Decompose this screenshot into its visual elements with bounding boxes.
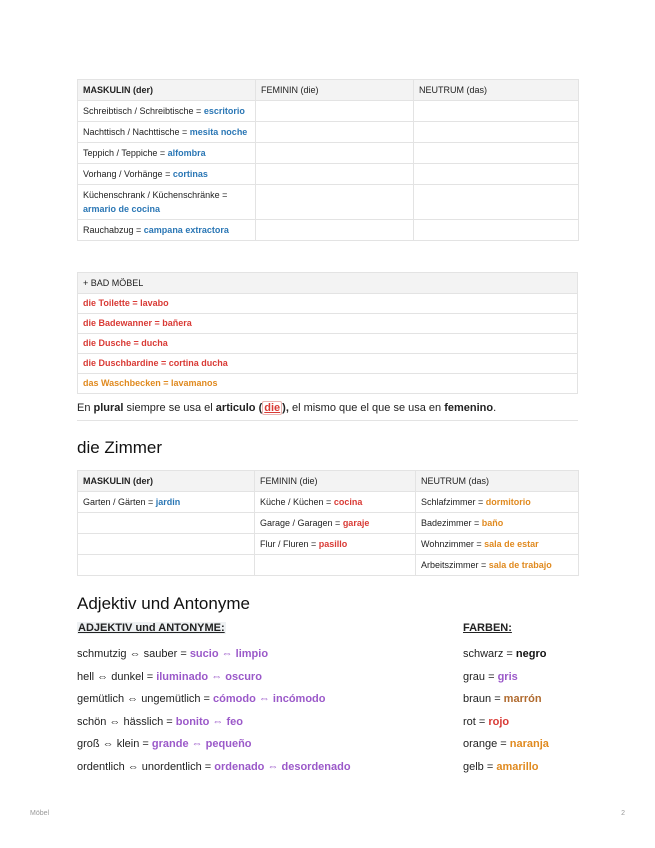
header-maskulin: MASKULIN (der) [78, 471, 255, 492]
spanish-word: jardin [155, 497, 181, 507]
table-cell [78, 122, 256, 143]
german-word: Flur / Fluren = [260, 539, 319, 549]
table-cell [78, 143, 256, 164]
color-spanish: naranja [509, 738, 549, 750]
german-pair: groß ⇔ klein = [77, 738, 152, 750]
table-row [78, 185, 579, 220]
german-word: Teppich / Teppiche = [83, 148, 168, 158]
color-german: braun = [463, 693, 504, 705]
spanish-word: campana extractora [143, 225, 229, 235]
farben-title: FARBEN: [463, 622, 512, 634]
table-cell [414, 143, 579, 164]
german-word: Küchenschrank / Küchenschränke = [83, 190, 228, 200]
spanish-word: cocina [333, 497, 363, 507]
spanish-word: cortinas [172, 169, 208, 179]
table-cell [256, 143, 414, 164]
german-word: Garage / Garagen = [260, 518, 343, 528]
header-neutrum: NEUTRUM (das) [416, 471, 579, 492]
table-cell [255, 513, 416, 534]
color-spanish: marrón [503, 693, 542, 705]
german-word: Wohnzimmer = [421, 539, 485, 549]
table-cell [416, 513, 579, 534]
bath-item: die Badewanner = bañera [78, 314, 578, 334]
color-german: gelb = [463, 760, 497, 773]
spanish-pair: sucio ⇔ limpio [189, 648, 269, 660]
list-item [463, 643, 549, 666]
table-cell [416, 534, 579, 555]
table-row [78, 220, 579, 241]
list-item [463, 733, 549, 756]
spanish-word: escritorio [203, 106, 245, 116]
table-cell [256, 220, 414, 241]
zimmer-heading: die Zimmer [77, 438, 163, 457]
list-item [463, 666, 549, 689]
table-cell [256, 122, 414, 143]
table-cell [414, 220, 579, 241]
table-row [78, 492, 579, 513]
bath-item: die Dusche = ducha [78, 334, 578, 354]
adjective-list [77, 643, 351, 778]
table-row [78, 534, 579, 555]
german-pair: hell ⇔ dunkel = [77, 670, 157, 683]
bath-item: das Waschbecken = lavamanos [78, 374, 578, 394]
table-cell [78, 164, 256, 185]
color-german: orange = [463, 738, 510, 750]
note-bold: ), [282, 402, 289, 414]
table-header-row [78, 273, 578, 294]
table-header-row [78, 471, 579, 492]
german-word: Vorhang / Vorhänge = [83, 169, 173, 179]
german-word: Arbeitszimmer = [421, 560, 489, 570]
table-row [78, 122, 579, 143]
note-bold: ( [255, 402, 263, 414]
spanish-pair: bonito ⇔ feo [175, 715, 243, 728]
header-neutrum: NEUTRUM (das) [414, 80, 579, 101]
colors-list [463, 643, 549, 778]
german-word: Garten / Gärten = [83, 497, 156, 507]
adjektiv-heading: Adjektiv und Antonyme [77, 594, 250, 613]
list-item [77, 666, 351, 689]
table-row [78, 101, 579, 122]
list-item [77, 711, 351, 734]
color-german: rot = [463, 715, 489, 728]
table-cell [255, 555, 416, 576]
table-row [78, 513, 579, 534]
color-spanish: rojo [488, 715, 510, 728]
adjektiv-subtitle: ADJEKTIV und ANTONYME: [78, 622, 225, 634]
spanish-word: pasillo [318, 539, 348, 549]
bath-furniture-table [77, 272, 578, 394]
table-cell [78, 185, 256, 220]
german-pair: schön ⇔ hässlich = [77, 715, 176, 728]
note-text: siempre se usa el [123, 402, 216, 414]
table-row [78, 354, 578, 374]
color-spanish: negro [515, 648, 547, 660]
bath-item: die Duschbardine = cortina ducha [78, 354, 578, 374]
spanish-word: baño [481, 518, 504, 528]
german-word: Schlafzimmer = [421, 497, 486, 507]
table-cell [416, 555, 579, 576]
table-row [78, 334, 578, 354]
color-spanish: amarillo [496, 760, 539, 773]
german-word: Nachttisch / Nachttische = [83, 127, 190, 137]
bath-item: die Toilette = lavabo [78, 294, 578, 314]
table-cell [256, 101, 414, 122]
list-item [77, 643, 351, 666]
table-cell [256, 185, 414, 220]
german-pair: ordentlich ⇔ unordentlich = [77, 760, 215, 773]
german-pair: schmutzig ⇔ sauber = [77, 648, 190, 660]
german-pair: gemütlich ⇔ ungemütlich = [77, 693, 214, 705]
note-text: . [493, 402, 497, 414]
table-cell [78, 220, 256, 241]
note-bold: articulo [215, 402, 256, 414]
table-cell [78, 534, 255, 555]
color-german: schwarz = [463, 648, 516, 660]
table-cell [416, 492, 579, 513]
spanish-word: sala de estar [484, 539, 539, 549]
list-item [463, 688, 549, 711]
note-bold: femenino [444, 402, 494, 414]
header-feminin: FEMININ (die) [256, 80, 414, 101]
color-german: grau = [463, 670, 498, 683]
spanish-word: sala de trabajo [488, 560, 552, 570]
list-item [77, 756, 351, 779]
table-row [78, 143, 579, 164]
list-item [77, 688, 351, 711]
table-row [78, 314, 578, 334]
table-cell [78, 101, 256, 122]
spanish-pair: iluminado ⇔ oscuro [156, 670, 262, 683]
table-cell [78, 492, 255, 513]
table-header-row [78, 80, 579, 101]
spanish-word: armario de cocina [83, 204, 161, 214]
table-cell [78, 555, 255, 576]
furniture-table [77, 79, 579, 241]
spanish-word: dormitorio [485, 497, 531, 507]
table-cell [414, 122, 579, 143]
header-feminin: FEMININ (die) [255, 471, 416, 492]
spanish-word: garaje [342, 518, 370, 528]
table-row [78, 294, 578, 314]
list-item [77, 733, 351, 756]
note-text: En [77, 402, 94, 414]
bath-header: + BAD MÖBEL [78, 273, 578, 294]
table-cell [414, 164, 579, 185]
table-cell [414, 101, 579, 122]
spanish-word: alfombra [167, 148, 206, 158]
page-number: 2 [621, 810, 625, 817]
note-text: el mismo que el que se usa en [288, 402, 445, 414]
article-highlight: die [264, 402, 281, 414]
german-word: Küche / Küchen = [260, 497, 334, 507]
spanish-pair: grande ⇔ pequeño [151, 738, 252, 750]
note-bold: plural [93, 402, 124, 414]
color-spanish: gris [497, 670, 518, 683]
plural-note [77, 400, 578, 421]
spanish-pair: cómodo ⇔ incómodo [213, 693, 326, 705]
table-cell [414, 185, 579, 220]
table-cell [255, 492, 416, 513]
table-cell [255, 534, 416, 555]
table-row [78, 374, 578, 394]
footer-title: Möbel [30, 810, 50, 817]
rooms-table [77, 470, 579, 576]
table-row [78, 164, 579, 185]
list-item [463, 711, 549, 734]
table-row [78, 555, 579, 576]
german-word: Schreibtisch / Schreibtische = [83, 106, 204, 116]
table-cell [256, 164, 414, 185]
spanish-word: mesita noche [189, 127, 248, 137]
spanish-pair: ordenado ⇔ desordenado [214, 760, 351, 773]
header-maskulin: MASKULIN (der) [78, 80, 256, 101]
table-cell [78, 513, 255, 534]
german-word: Badezimmer = [421, 518, 482, 528]
german-word: Rauchabzug = [83, 225, 144, 235]
list-item [463, 756, 549, 779]
